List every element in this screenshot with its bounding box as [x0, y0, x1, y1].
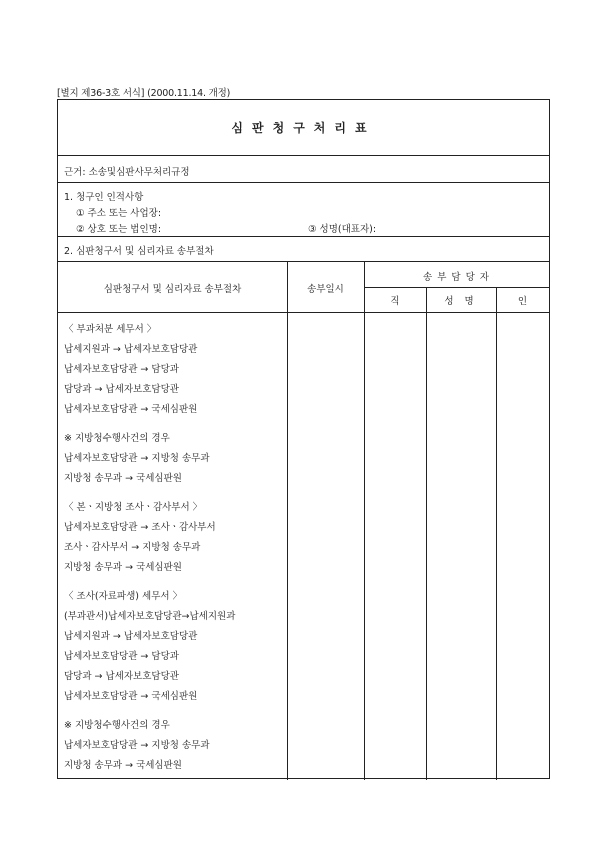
procedure-line: 지방청 송무과 → 국세심판원 — [64, 473, 182, 484]
procedure-line: 납세자보호담당관 → 조사ㆍ감사부서 — [64, 522, 216, 533]
trade-name-field[interactable]: ② 상호 또는 법인명: — [76, 224, 162, 235]
col-divider — [287, 262, 288, 780]
col-divider — [364, 262, 365, 780]
procedure-line: 납세자보호담당관 → 지방청 송무과 — [64, 740, 210, 751]
procedure-list — [64, 320, 235, 776]
procedure-line: 납세자보호담당관 → 담당과 — [64, 651, 179, 662]
procedure-line: 〈 부과처분 세무서 〉 — [64, 324, 157, 335]
procedure-line: 지방청 송무과 → 국세심판원 — [64, 562, 182, 573]
procedure-line: ※ 지방청수행사건의 경우 — [64, 433, 170, 444]
title-box — [58, 100, 549, 156]
header-date: 송부일시 — [307, 284, 344, 295]
procedure-line: 납세지원과 → 납세자보호담당관 — [64, 631, 198, 642]
header-seal: 인 — [517, 296, 528, 307]
procedure-line: (부과관서)납세자보호담당관→납세지원과 — [64, 611, 236, 622]
row-divider — [364, 287, 549, 288]
form-reference: [별지 제36-3호 서식] (2000.11.14. 개정) — [57, 88, 231, 99]
procedure-line: 〈 조사(자료파생) 세무서 〉 — [64, 591, 183, 602]
basis-line: 근거: 소송및심판사무처리규정 — [58, 156, 549, 183]
procedure-line: 납세자보호담당관 → 국세심판원 — [64, 404, 198, 415]
col-divider — [426, 287, 427, 780]
address-field[interactable]: ① 주소 또는 사업장: — [76, 208, 162, 219]
procedure-line: 조사ㆍ감사부서 → 지방청 송무과 — [64, 542, 201, 553]
procedure-line: ※ 지방청수행사건의 경우 — [64, 720, 170, 731]
procedure-block — [64, 587, 235, 707]
claimant-heading: 1. 청구인 인적사항 — [64, 192, 144, 203]
col-divider — [496, 287, 497, 780]
claimant-section — [58, 183, 549, 237]
procedure-block — [64, 320, 235, 420]
header-person-group: 송 부 담 당 자 — [423, 272, 490, 283]
procedure-block — [64, 498, 235, 578]
procedure-line: 〈 본ㆍ지방청 조사ㆍ감사부서 〉 — [64, 502, 203, 513]
procedure-line: 납세자보호담당관 → 담당과 — [64, 364, 179, 375]
header-name: 성 명 — [444, 296, 478, 307]
header-position: 직 — [390, 296, 400, 307]
procedure-line: 납세자보호담당관 → 국세심판원 — [64, 691, 198, 702]
form-frame — [57, 99, 550, 779]
representative-field[interactable]: ③ 성명(대표자): — [308, 224, 377, 235]
row-divider — [58, 312, 549, 313]
procedure-block — [64, 429, 235, 489]
procedure-line: 지방청 송무과 → 국세심판원 — [64, 760, 182, 771]
header-procedure: 심판청구서 및 심리자료 송부절차 — [103, 284, 242, 295]
procedure-line: 납세지원과 → 납세자보호담당관 — [64, 344, 198, 355]
procedure-table — [58, 262, 549, 780]
procedure-line: 담당과 → 납세자보호담당관 — [64, 384, 179, 395]
procedure-heading: 2. 심판청구서 및 심리자료 송부절차 — [58, 237, 549, 262]
form-title: 심판청구처리표 — [231, 121, 376, 135]
procedure-line: 납세자보호담당관 → 지방청 송무과 — [64, 453, 210, 464]
procedure-line: 담당과 → 납세자보호담당관 — [64, 671, 179, 682]
procedure-block — [64, 716, 235, 776]
